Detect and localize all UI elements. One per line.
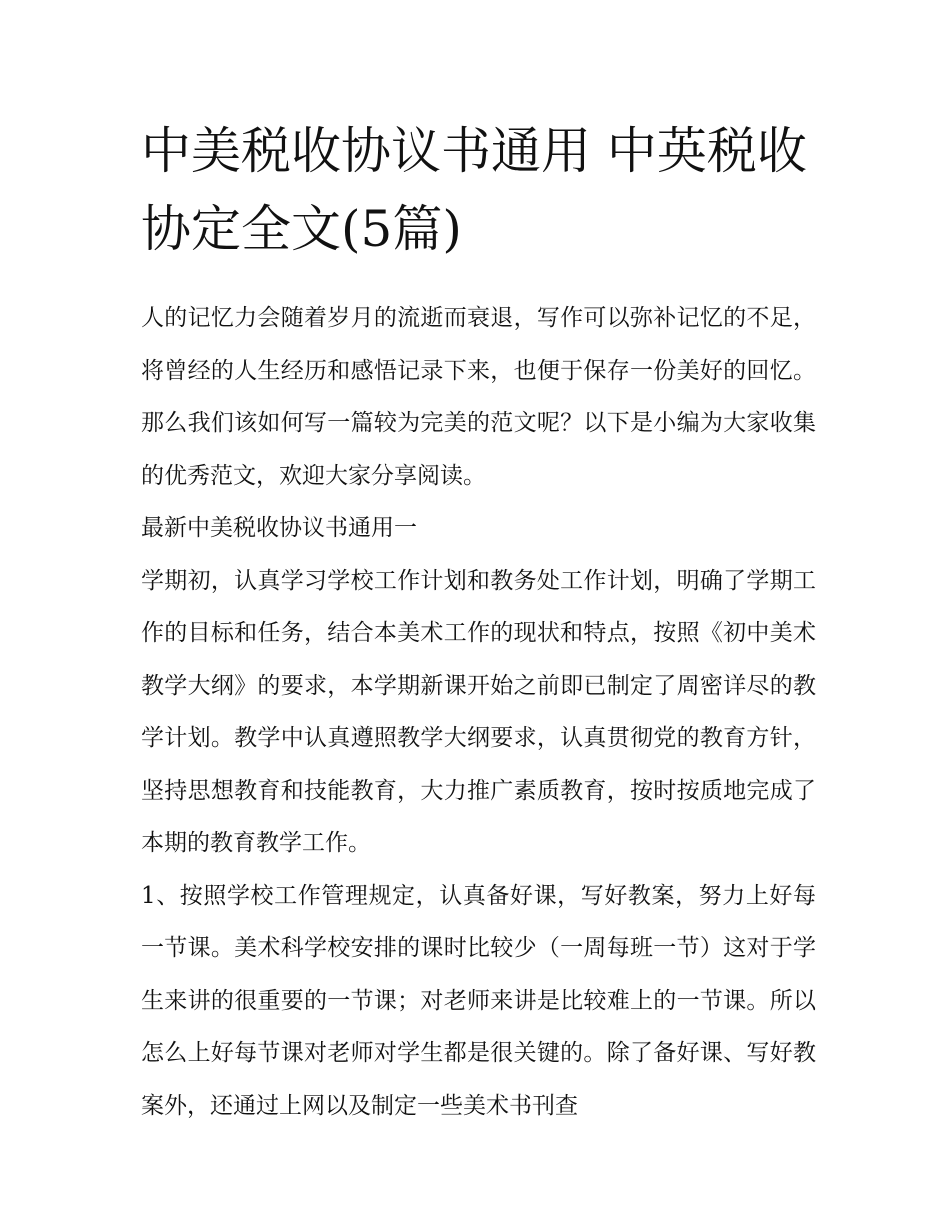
document-title: 中美税收协议书通用 中英税收协定全文(5篇) bbox=[141, 122, 807, 258]
document-content bbox=[141, 112, 821, 1132]
body-paragraph: 1、按照学校工作管理规定，认真备好课，写好教案，努力上好每一节课。美术科学校安排的课时比较少（一周每班一节）这对于学生来讲的很重要的一节课；对老师来讲是比较难上的一节课。所以怎么上好每节课对老师对学生都是很关键的。除了备好课、写好教案外，还通过上网以及制定一些美术书刊查 bbox=[141, 882, 816, 1119]
intro-paragraph: 人的记忆力会随着岁月的流逝而衰退，写作可以弥补记忆的不足，将曾经的人生经历和感悟记录下来，也便于保存一份美好的回忆。那么我们该如何写一篇较为完美的范文呢？以下是小编为大家收集的优秀范文，欢迎大家分享阅读。 bbox=[141, 305, 816, 489]
body-paragraph: 学期初，认真学习学校工作计划和教务处工作计划，明确了学期工作的目标和任务，结合本美术工作的现状和特点，按照《初中美术教学大纲》的要求，本学期新课开始之前即已制定了周密详尽的教学计划。教学中认真遵照教学大纲要求，认真贯彻党的教育方针，坚持思想教育和技能教育，大力推广素质教育，按时按质地完成了本期的教育教学工作。 bbox=[141, 567, 816, 856]
section-heading: 最新中美税收协议书通用一 bbox=[141, 515, 417, 541]
